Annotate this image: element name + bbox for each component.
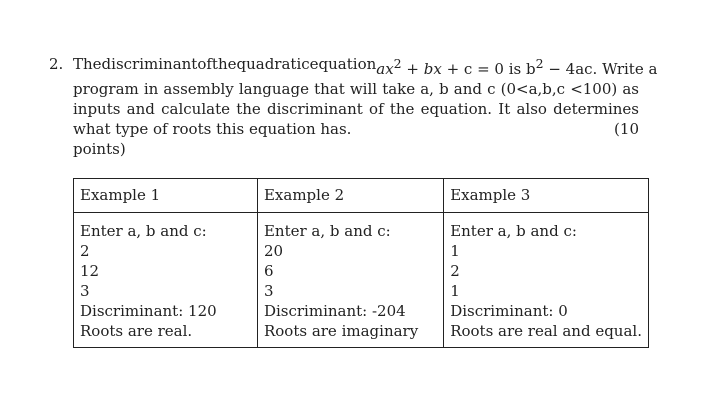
question-line-4 [73,119,639,139]
question-line-4-text: what type of roots this equation has. [73,120,352,138]
word: discriminant [101,55,198,73]
cell-line: Roots are imaginary [263,322,419,340]
cell-line: Enter a, b and c: [450,222,577,240]
header-example-1: Example 1 [74,179,258,213]
word: the [211,55,237,73]
cell-line: 1 [450,282,460,300]
question-line-5: points) [73,140,126,158]
cell-line: 1 [450,242,460,260]
cell-line: Roots are real and equal. [450,322,642,340]
question-line-3: inputs and calculate the discriminant of the equation. It also determines [73,100,639,118]
question-line-2: program in assembly language that will take a, b and c (0<a,b,c <100) as [73,80,639,98]
cell-line: 2 [80,242,90,260]
math-term: bx [423,60,442,78]
math-exponent: 2 [393,56,402,71]
math-term: − 4ac. Write a [543,60,658,78]
cell-line: Discriminant: -204 [263,302,406,320]
word: The [73,55,102,73]
example-3-cell [444,213,649,348]
table-row [74,213,649,348]
cell-line: Roots are real. [80,322,193,340]
cell-line: 20 [263,242,284,260]
example-1-cell [74,213,258,348]
math-exponent: 2 [535,56,544,71]
word: equation [309,55,377,73]
cell-line: Discriminant: 0 [450,302,568,320]
cell-line: 2 [450,262,460,280]
equation-expression [376,54,657,79]
examples-table [73,178,649,348]
cell-line: Enter a, b and c: [263,222,391,240]
math-term: ax [376,60,394,78]
example-2-cell [257,213,443,348]
cell-line: 3 [263,282,274,300]
question-line-1 [73,54,658,79]
math-term: + c = 0 is b [441,60,536,78]
table-header-row [74,179,649,213]
question-text [73,54,658,159]
cell-line: Discriminant: 120 [80,302,217,320]
word: of [197,55,212,73]
header-example-2: Example 2 [257,179,443,213]
word: quadratic [236,55,310,73]
cell-line: 12 [80,262,100,280]
question-number: 2. [49,55,64,73]
header-example-3: Example 3 [444,179,649,213]
cell-line: 3 [80,282,90,300]
math-term: + [401,60,424,78]
points-label: (10 [614,120,639,138]
cell-line: 6 [263,262,274,280]
cell-line: Enter a, b and c: [80,222,207,240]
